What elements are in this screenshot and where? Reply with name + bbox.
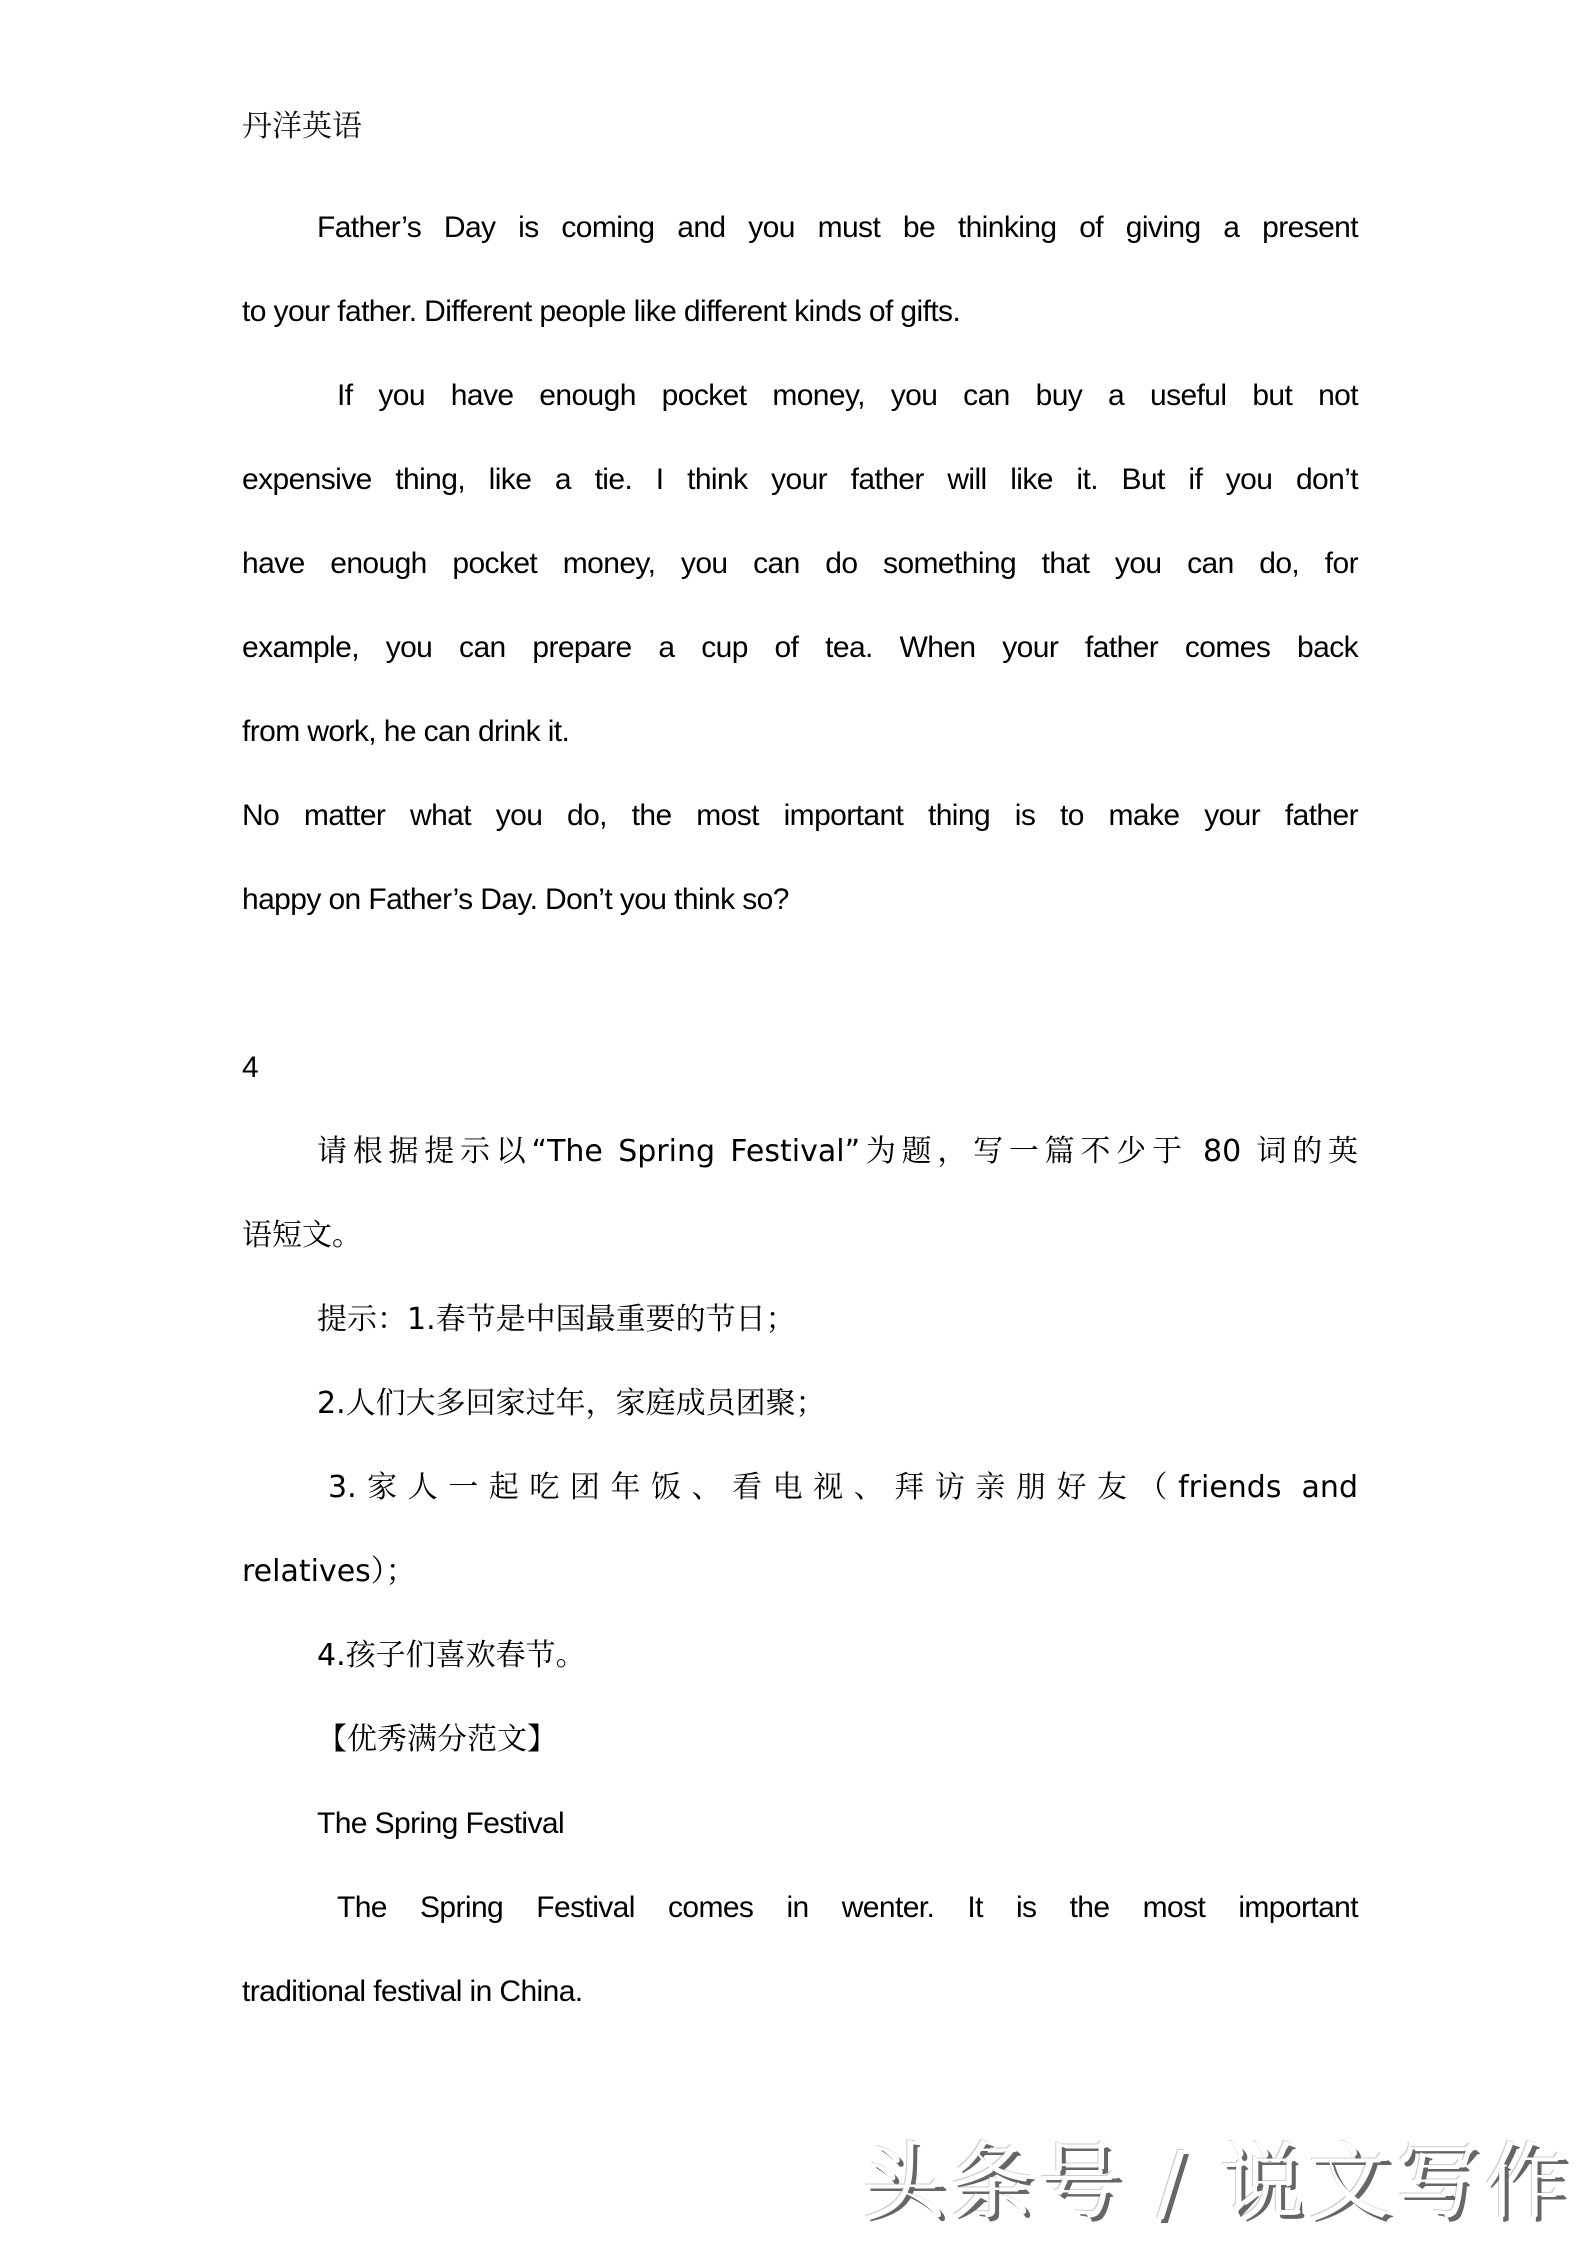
model-essay-label: 【优秀满分范文】 xyxy=(317,1722,557,1757)
paragraph-line: happy on Father’s Day. Don’t you think so? xyxy=(242,883,789,916)
hint-item-continued: relatives）； xyxy=(242,1554,416,1589)
paragraph-line: If you have enough pocket money, you can buy a useful but not xyxy=(337,379,1358,412)
paragraph-line: to your father. Different people like different kinds of gifts. xyxy=(242,295,961,328)
section-number: 4 xyxy=(242,1051,259,1084)
prompt-line: 请根据提示以“The Spring Festival”为题，写一篇不少于 80 词的英 xyxy=(317,1134,1358,1169)
paragraph-line: Father’s Day is coming and you must be thinking of giving a present xyxy=(317,211,1358,244)
hint-item: 3.家人一起吃团年饭、看电视、拜访亲朋好友（friends and xyxy=(328,1470,1358,1505)
watermark: 头条号 / 说文写作 xyxy=(862,2133,1572,2231)
paragraph-line: No matter what you do, the most important thing is to make your father xyxy=(242,799,1358,832)
paragraph-line: expensive thing, like a tie. I think your father will like it. But if you don’t xyxy=(242,463,1358,496)
paragraph-line: have enough pocket money, you can do something that you can do, for xyxy=(242,547,1358,580)
document-header: 丹洋英语 xyxy=(242,109,362,144)
prompt-line: 语短文。 xyxy=(242,1218,362,1253)
paragraph-line: example, you can prepare a cup of tea. When your father comes back xyxy=(242,631,1358,664)
essay-line: The Spring Festival comes in wenter. It is the most important xyxy=(337,1891,1358,1924)
essay-title: The Spring Festival xyxy=(317,1807,565,1840)
hint-intro: 提示：1.春节是中国最重要的节日； xyxy=(317,1302,796,1337)
paragraph-line: from work, he can drink it. xyxy=(242,715,570,748)
hint-item: 4.孩子们喜欢春节。 xyxy=(317,1638,586,1673)
essay-line: traditional festival in China. xyxy=(242,1975,583,2008)
hint-item: 2.人们大多回家过年，家庭成员团聚； xyxy=(317,1386,826,1421)
